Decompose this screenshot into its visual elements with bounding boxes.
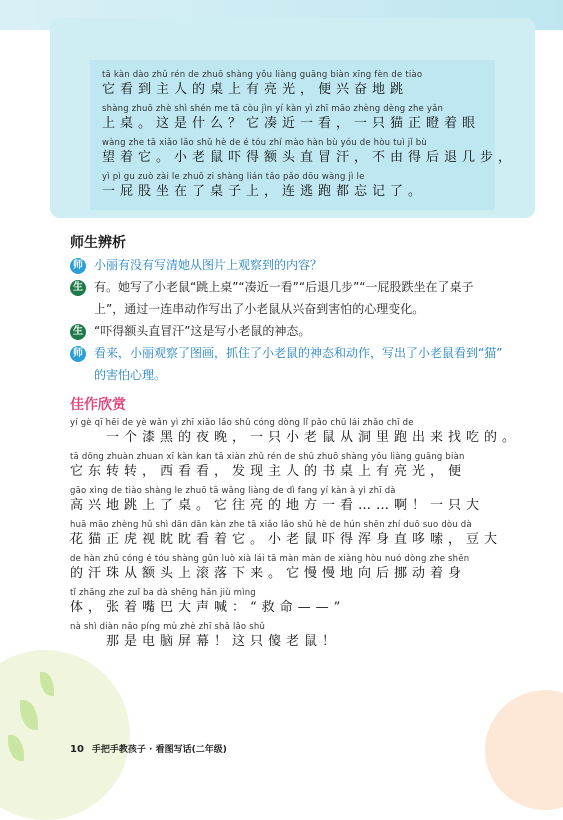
dialogue-text-continued: 的害怕心理。 xyxy=(94,368,167,382)
pinyin: tā kàn dào zhǔ rén de zhuō shàng yǒu liàng guāng biàn xīng fèn de tiào xyxy=(102,70,423,80)
pinyin: wàng zhe tā xiǎo lǎo shǔ hè de é tóu zhí mào hàn bù yóu de hòu tuì jǐ bù xyxy=(102,138,427,148)
hanzi: 一个漆黑的夜晚，一只小老鼠从洞里跑出来找吃的。 xyxy=(70,430,521,445)
dialogue-text: “吓得额头直冒汗”这是写小老鼠的神态。 xyxy=(94,324,311,338)
hanzi: 的汗珠从额头上滚落下来。它慢慢地向后挪动着身 xyxy=(70,566,467,581)
essay-line-2 xyxy=(70,452,495,481)
essay-line-3 xyxy=(70,486,495,515)
pinyin: shàng zhuō zhè shì shén me tā còu jìn yí kàn yì zhī māo zhèng dèng zhe yǎn xyxy=(102,104,444,114)
hanzi: 体，张着嘴巴大声喊：“救命——” xyxy=(70,600,346,615)
hanzi: 一屁股坐在了桌子上，连逃跑都忘记了。 xyxy=(102,184,427,199)
pinyin: yí gè qī hēi de yè wǎn yì zhī xiǎo lǎo shǔ cóng dòng lǐ pǎo chū lái zhǎo chī de xyxy=(70,418,414,428)
page-footer xyxy=(70,742,227,755)
dialogue-text: 小丽有没有写清她从图片上观察到的内容？ xyxy=(94,258,323,272)
story-line-3 xyxy=(102,138,517,167)
essay-line-4 xyxy=(70,520,503,549)
dialogue-line-4 xyxy=(70,342,510,386)
essay-line-7 xyxy=(70,622,495,651)
hanzi: 花猫正虎视眈眈看着它。小老鼠吓得浑身直哆嗦，豆大 xyxy=(70,532,503,547)
dialogue-line-2 xyxy=(70,276,510,320)
section-title-excellent-work: 佳作欣赏 xyxy=(70,397,126,413)
page-number: 10 xyxy=(70,744,84,755)
essay-line-6 xyxy=(70,588,495,617)
story-line-1 xyxy=(102,70,487,99)
pinyin: gāo xìng de tiào shàng le zhuō tā wǎng liàng de dì fang yí kàn à yì zhī dà xyxy=(70,486,396,496)
section-title-analysis: 师生辨析 xyxy=(70,235,126,251)
pinyin: tǐ zhāng zhe zuǐ ba dà shēng hǎn jiù mìng xyxy=(70,588,256,598)
hanzi: 它看到主人的桌上有亮光，便兴奋地跳 xyxy=(102,82,409,97)
story-line-2 xyxy=(102,104,487,133)
pinyin: nà shì diàn nǎo píng mù zhè zhī shǎ lǎo shǔ xyxy=(70,622,266,632)
dialogue-text: 有。她写了小老鼠“跳上桌”“凑近一看”“后退几步”“一屁股跌坐在了桌子 xyxy=(94,280,474,294)
essay-line-1 xyxy=(70,418,521,447)
hanzi: 上桌。这是什么？它凑近一看，一只猫正瞪着眼 xyxy=(102,116,481,131)
dialogue-line-3 xyxy=(70,320,510,342)
student-badge: 生 xyxy=(70,324,86,340)
dialogue-line-1 xyxy=(70,254,510,276)
essay-line-5 xyxy=(70,554,495,583)
hanzi: 它东转转，西看看，发现主人的书桌上有亮光，便 xyxy=(70,464,467,479)
hanzi: 那是电脑屏幕！这只傻老鼠！ xyxy=(70,634,341,649)
hanzi: 望着它。小老鼠吓得额头直冒汗，不由得后退几步， xyxy=(102,150,517,165)
decorative-circle-left xyxy=(0,650,130,820)
hanzi: 高兴地跳上了桌。它往亮的地方一看……啊！一只大 xyxy=(70,498,485,513)
pinyin: huā māo zhèng hǔ shì dān dān kàn zhe tā xiǎo lǎo shǔ hè de hún shēn zhí duō suo dòu dà xyxy=(70,520,472,530)
dialogue-text: 看来，小丽观察了图画，抓住了小老鼠的神态和动作，写出了小老鼠看到“猫” xyxy=(94,346,503,360)
book-title: 手把手教孩子 · 看图写话(二年级) xyxy=(91,745,227,755)
teacher-badge: 师 xyxy=(70,346,86,362)
teacher-badge: 师 xyxy=(70,258,86,274)
student-badge: 生 xyxy=(70,280,86,296)
pinyin: tā dōng zhuàn zhuan xī kàn kan tā xiàn zhǔ rén de shū zhuō shàng yǒu liàng guāng biàn xyxy=(70,452,465,462)
pinyin: yì pì gu zuò zài le zhuō zi shàng lián tǎo pǎo dōu wàng jì le xyxy=(102,172,365,182)
pinyin: de hàn zhū cóng é tóu shàng gǔn luò xià lái tā màn màn de xiàng hòu nuó dòng zhe shēn xyxy=(70,554,470,564)
story-line-4 xyxy=(102,172,487,201)
decorative-circle-right xyxy=(485,690,563,810)
dialogue-text-continued: 上”，通过一连串动作写出了小老鼠从兴奋到害怕的心理变化。 xyxy=(94,302,425,316)
